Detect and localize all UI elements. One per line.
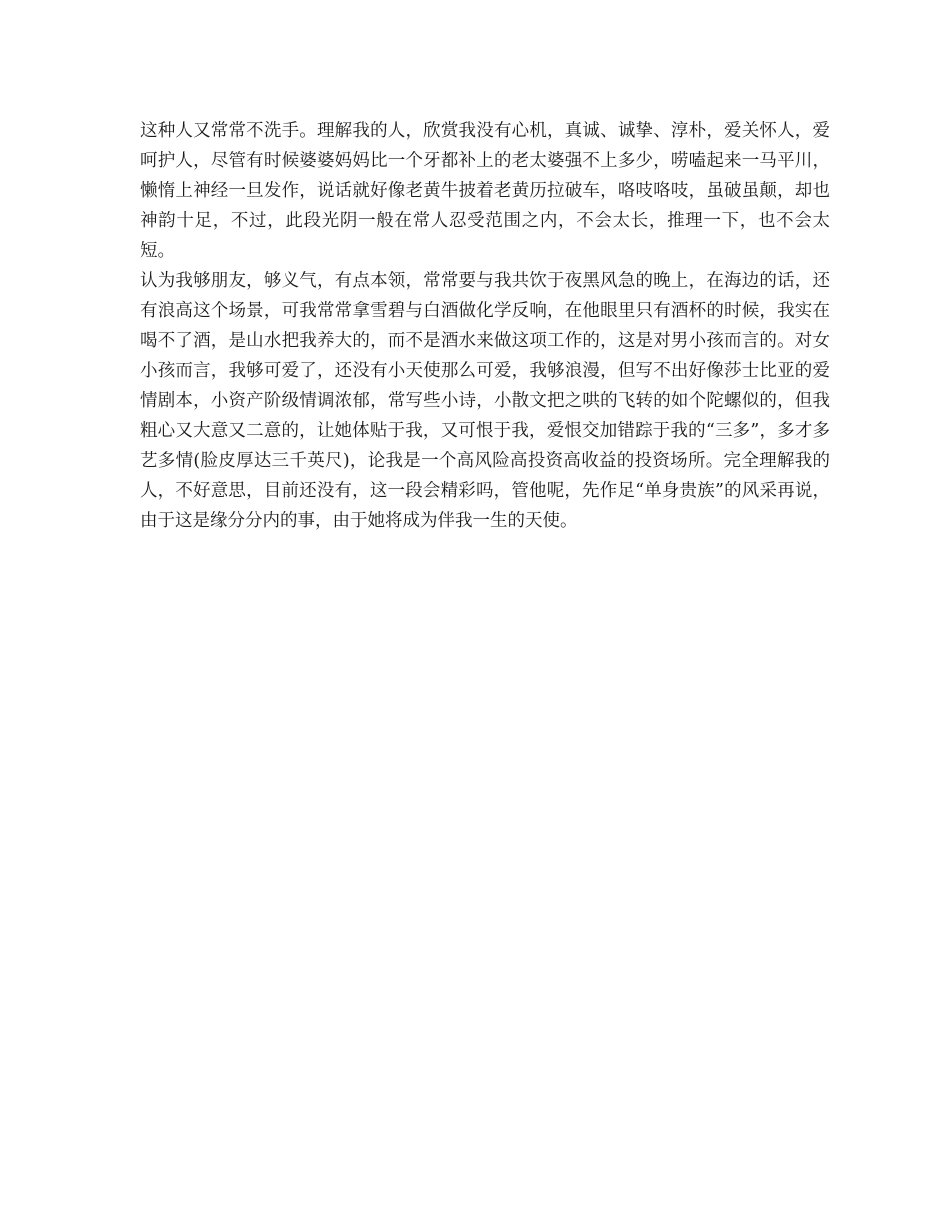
paragraph-2: 认为我够朋友，够义气，有点本领，常常要与我共饮于夜黑风急的晚上，在海边的话，还有浪高这个场景，可我常常拿雪碧与白酒做化学反响，在他眼里只有酒杯的时候，我实在喝不了酒，是山水把我养大的，而不是酒水来做这项工作的，这是对男小孩而言的。对女小孩而言，我够可爱了，还没有小天使那么可爱，我够浪漫，但写不出好像莎士比亚的爱情剧本，小资产阶级情调浓郁，常写些小诗，小散文把之哄的飞转的如个陀螺似的，但我粗心又大意又二意的，让她体贴于我，又可恨于我，爱恨交加错踪于我的“三多”，多才多艺多情(脸皮厚达三千英尺)，论我是一个高风险高投资高收益的投资场所。完全理解我的人，不好意思，目前还没有，这一段会精彩吗，管他呢，先作足“单身贵族”的风采再说，由于这是缘分分内的事，由于她将成为伴我一生的天使。 [140, 271, 830, 531]
document-body [140, 116, 830, 536]
paragraph-1: 这种人又常常不洗手。理解我的人，欣赏我没有心机，真诚、诚挚、淳朴，爱关怀人，爱呵护人，尽管有时候婆婆妈妈比一个牙都补上的老太婆强不上多少，唠嗑起来一马平川，懒惰上神经一旦发作，说话就好像老黄牛披着老黄历拉破车，咯吱咯吱，虽破虽颠，却也神韵十足，不过，此段光阴一般在常人忍受范围之内，不会太长，推理一下，也不会太短。 [140, 121, 830, 261]
